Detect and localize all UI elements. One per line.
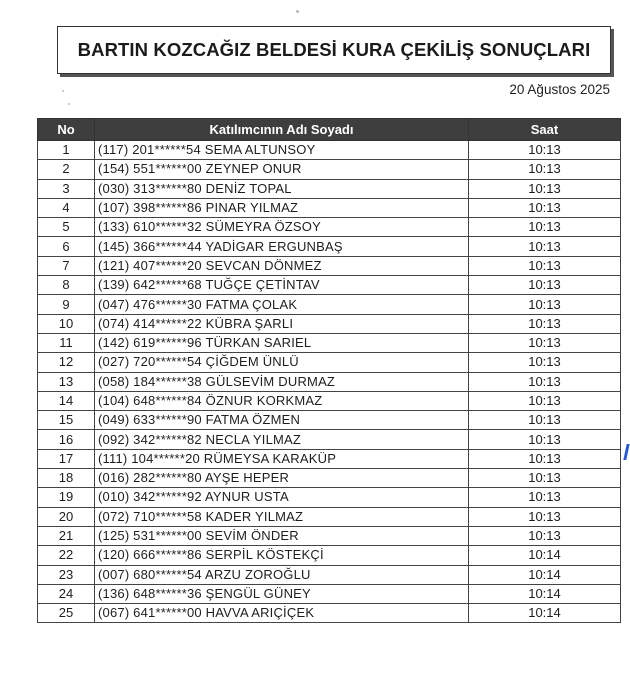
- row-number: 21: [38, 526, 95, 545]
- table-row: [38, 179, 621, 198]
- draw-time: 10:13: [469, 160, 621, 179]
- participant-name: (016) 282******80 AYŞE HEPER: [95, 469, 469, 488]
- table-row: [38, 584, 621, 603]
- participant-name: (142) 619******96 TÜRKAN SARIEL: [95, 333, 469, 352]
- row-number: 5: [38, 218, 95, 237]
- row-number: 18: [38, 469, 95, 488]
- draw-time: 10:14: [469, 604, 621, 623]
- row-number: 7: [38, 256, 95, 275]
- participant-name: (121) 407******20 SEVCAN DÖNMEZ: [95, 256, 469, 275]
- table-row: [38, 430, 621, 449]
- document-title-box: [57, 26, 611, 74]
- table-row: [38, 507, 621, 526]
- participant-name: (104) 648******84 ÖZNUR KORKMAZ: [95, 391, 469, 410]
- row-number: 13: [38, 372, 95, 391]
- table-row: [38, 526, 621, 545]
- table-row: [38, 353, 621, 372]
- row-number: 10: [38, 314, 95, 333]
- row-number: 15: [38, 411, 95, 430]
- document-date: 20 Ağustos 2025: [509, 82, 610, 97]
- pen-mark: [623, 444, 629, 460]
- draw-time: 10:13: [469, 469, 621, 488]
- participant-name: (120) 666******86 SERPİL KÖSTEKÇİ: [95, 546, 469, 565]
- table-row: [38, 604, 621, 623]
- draw-time: 10:13: [469, 276, 621, 295]
- participant-name: (107) 398******86 PINAR YILMAZ: [95, 198, 469, 217]
- table-header: [38, 119, 621, 141]
- draw-time: 10:13: [469, 411, 621, 430]
- table-body: [38, 141, 621, 623]
- row-number: 19: [38, 488, 95, 507]
- participant-name: (125) 531******00 SEVİM ÖNDER: [95, 526, 469, 545]
- draw-time: 10:13: [469, 526, 621, 545]
- participant-name: (136) 648******36 ŞENGÜL GÜNEY: [95, 584, 469, 603]
- table-row: [38, 198, 621, 217]
- draw-time: 10:13: [469, 198, 621, 217]
- participant-name: (049) 633******90 FATMA ÖZMEN: [95, 411, 469, 430]
- draw-time: 10:13: [469, 295, 621, 314]
- table-row: [38, 295, 621, 314]
- participant-name: (139) 642******68 TUĞÇE ÇETİNTAV: [95, 276, 469, 295]
- draw-time: 10:14: [469, 546, 621, 565]
- row-number: 23: [38, 565, 95, 584]
- draw-time: 10:13: [469, 218, 621, 237]
- header-name: Katılımcının Adı Soyadı: [95, 119, 469, 141]
- participant-name: (030) 313******80 DENİZ TOPAL: [95, 179, 469, 198]
- draw-time: 10:13: [469, 391, 621, 410]
- header-row: [38, 119, 621, 141]
- table-row: [38, 218, 621, 237]
- draw-time: 10:13: [469, 430, 621, 449]
- table-row: [38, 333, 621, 352]
- row-number: 12: [38, 353, 95, 372]
- header-time: Saat: [469, 119, 621, 141]
- participant-name: (047) 476******30 FATMA ÇOLAK: [95, 295, 469, 314]
- row-number: 3: [38, 179, 95, 198]
- row-number: 14: [38, 391, 95, 410]
- participant-name: (072) 710******58 KADER YILMAZ: [95, 507, 469, 526]
- participant-name: (092) 342******82 NECLA YILMAZ: [95, 430, 469, 449]
- row-number: 25: [38, 604, 95, 623]
- table-row: [38, 237, 621, 256]
- participant-name: (111) 104******20 RÜMEYSA KARAKÜP: [95, 449, 469, 468]
- table-row: [38, 276, 621, 295]
- table-row: [38, 411, 621, 430]
- table-row: [38, 314, 621, 333]
- table-row: [38, 160, 621, 179]
- table-row: [38, 391, 621, 410]
- row-number: 24: [38, 584, 95, 603]
- draw-time: 10:13: [469, 353, 621, 372]
- row-number: 17: [38, 449, 95, 468]
- scan-speck: [62, 90, 64, 92]
- row-number: 6: [38, 237, 95, 256]
- row-number: 9: [38, 295, 95, 314]
- row-number: 20: [38, 507, 95, 526]
- table-row: [38, 565, 621, 584]
- draw-time: 10:13: [469, 314, 621, 333]
- participant-name: (154) 551******00 ZEYNEP ONUR: [95, 160, 469, 179]
- draw-time: 10:14: [469, 565, 621, 584]
- participant-name: (067) 641******00 HAVVA ARIÇİÇEK: [95, 604, 469, 623]
- row-number: 4: [38, 198, 95, 217]
- results-table: [37, 118, 621, 623]
- participant-name: (074) 414******22 KÜBRA ŞARLI: [95, 314, 469, 333]
- table-row: [38, 372, 621, 391]
- participant-name: (010) 342******92 AYNUR USTA: [95, 488, 469, 507]
- draw-time: 10:13: [469, 256, 621, 275]
- participant-name: (058) 184******38 GÜLSEVİM DURMAZ: [95, 372, 469, 391]
- participant-name: (117) 201******54 SEMA ALTUNSOY: [95, 141, 469, 160]
- table-row: [38, 256, 621, 275]
- table-row: [38, 141, 621, 160]
- draw-time: 10:13: [469, 333, 621, 352]
- draw-time: 10:13: [469, 449, 621, 468]
- table-row: [38, 449, 621, 468]
- participant-name: (007) 680******54 ARZU ZOROĞLU: [95, 565, 469, 584]
- row-number: 8: [38, 276, 95, 295]
- draw-time: 10:13: [469, 372, 621, 391]
- document-title: BARTIN KOZCAĞIZ BELDESİ KURA ÇEKİLİŞ SONUÇLARI: [77, 39, 591, 60]
- participant-name: (145) 366******44 YADİGAR ERGUNBAŞ: [95, 237, 469, 256]
- header-no: No: [38, 119, 95, 141]
- table-row: [38, 488, 621, 507]
- draw-time: 10:14: [469, 584, 621, 603]
- table-row: [38, 469, 621, 488]
- row-number: 16: [38, 430, 95, 449]
- table-row: [38, 546, 621, 565]
- draw-time: 10:13: [469, 237, 621, 256]
- draw-time: 10:13: [469, 179, 621, 198]
- scan-speck: [68, 103, 70, 105]
- participant-name: (133) 610******32 SÜMEYRA ÖZSOY: [95, 218, 469, 237]
- row-number: 2: [38, 160, 95, 179]
- row-number: 22: [38, 546, 95, 565]
- participant-name: (027) 720******54 ÇİĞDEM ÜNLÜ: [95, 353, 469, 372]
- draw-time: 10:13: [469, 488, 621, 507]
- draw-time: 10:13: [469, 141, 621, 160]
- row-number: 1: [38, 141, 95, 160]
- draw-time: 10:13: [469, 507, 621, 526]
- scan-speck: [296, 10, 299, 13]
- row-number: 11: [38, 333, 95, 352]
